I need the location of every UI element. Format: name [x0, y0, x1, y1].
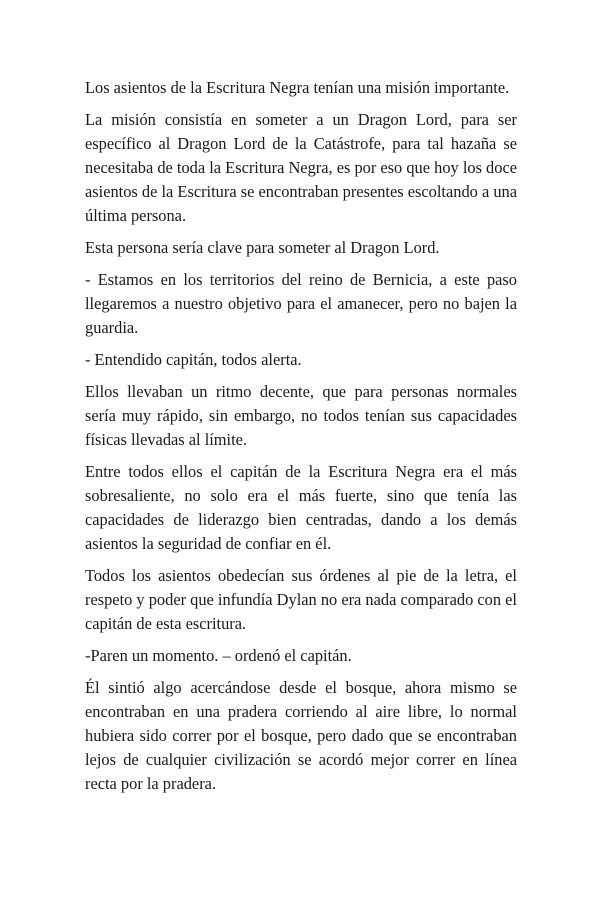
paragraph-5: - Entendido capitán, todos alerta. — [85, 350, 302, 369]
document-page — [85, 76, 517, 804]
paragraph-2: La misión consistía en someter a un Dragon Lord, para ser específico al Dragon Lord de la Catástrofe, para tal hazaña se necesitaba de toda la Escritura Negra, es por eso que hoy los doce asientos de la Escritura se encontraban presentes escoltando a una última persona. — [85, 110, 517, 225]
paragraph-4: - Estamos en los territorios del reino de Bernicia, a este paso llegaremos a nuestro objetivo para el amanecer, pero no bajen la guardia. — [85, 270, 517, 337]
paragraph-6: Ellos llevaban un ritmo decente, que para personas normales sería muy rápido, sin embargo, no todos tenían sus capacidades físicas llevadas al límite. — [85, 382, 517, 449]
paragraph-1: Los asientos de la Escritura Negra tenían una misión importante. — [85, 78, 510, 97]
paragraph-10: Él sintió algo acercándose desde el bosque, ahora mismo se encontraban en una pradera corriendo al aire libre, lo normal hubiera sido correr por el bosque, pero dado que se encontraban lejos de cualquier civilización se acordó mejor correr en línea recta por la pradera. — [85, 678, 517, 793]
paragraph-3: Esta persona sería clave para someter al Dragon Lord. — [85, 238, 440, 257]
paragraph-7: Entre todos ellos el capitán de la Escritura Negra era el más sobresaliente, no solo era el más fuerte, sino que tenía las capacidades de liderazgo bien centradas, dando a los demás asientos la seguridad de confiar en él. — [85, 462, 517, 553]
paragraph-9: -Paren un momento. – ordenó el capitán. — [85, 646, 352, 665]
paragraph-8: Todos los asientos obedecían sus órdenes al pie de la letra, el respeto y poder que infundía Dylan no era nada comparado con el capitán de esta escritura. — [85, 566, 517, 633]
